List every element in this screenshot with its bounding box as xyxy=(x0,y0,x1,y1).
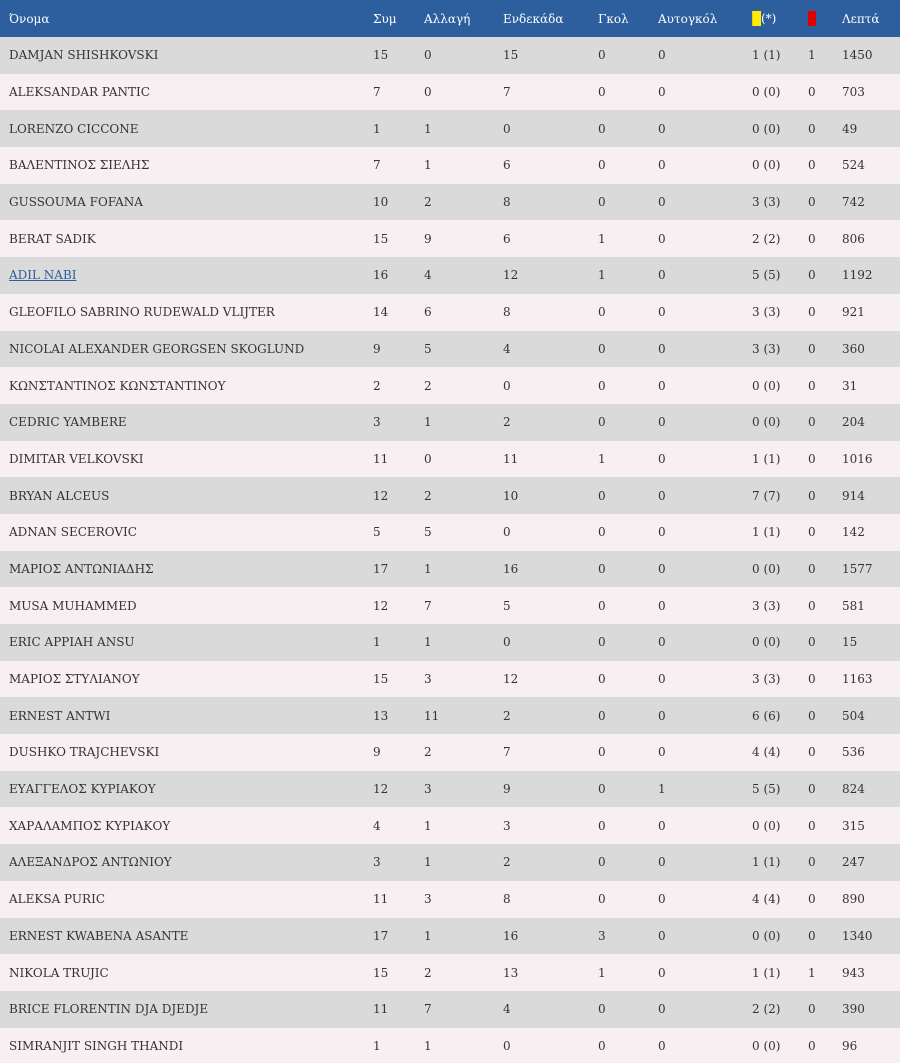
starts-cell: 8 xyxy=(503,305,511,320)
apps-cell: 5 xyxy=(373,525,381,540)
apps-cell: 13 xyxy=(373,708,389,723)
player-name-cell: ΜΑΡΙΟΣ ΣΤΥΛΙΑΝΟΥ xyxy=(9,672,140,687)
own-goals-cell: 0 xyxy=(658,892,666,907)
minutes-cell: 524 xyxy=(842,158,865,173)
apps-cell: 7 xyxy=(373,158,381,173)
yellow-cards-cell: 4 (4) xyxy=(752,892,781,907)
own-goals-cell: 0 xyxy=(658,928,666,943)
player-name-cell: GLEOFILO SABRINO RUDEWALD VLIJTER xyxy=(9,305,275,320)
header-starts[interactable]: Ενδεκάδα xyxy=(503,11,564,26)
player-name-cell: ΧΑΡΑΛΑΜΠΟΣ ΚΥΡΙΑΚΟΥ xyxy=(9,818,171,833)
starts-cell: 6 xyxy=(503,158,511,173)
goals-cell: 0 xyxy=(598,1038,606,1053)
starts-cell: 0 xyxy=(503,635,511,650)
sub-cell: 5 xyxy=(424,525,432,540)
sub-cell: 1 xyxy=(424,415,432,430)
goals-cell: 0 xyxy=(598,525,606,540)
player-name-cell: ΜΑΡΙΟΣ ΑΝΤΩΝΙΑΔΗΣ xyxy=(9,561,154,576)
yellow-cards-cell: 3 (3) xyxy=(752,598,781,613)
yellow-cards-cell: 1 (1) xyxy=(752,855,781,870)
starts-cell: 3 xyxy=(503,818,511,833)
table-row xyxy=(0,477,900,514)
sub-cell: 7 xyxy=(424,1002,432,1017)
goals-cell: 0 xyxy=(598,341,606,356)
table-row xyxy=(0,331,900,368)
apps-cell: 4 xyxy=(373,818,381,833)
own-goals-cell: 0 xyxy=(658,158,666,173)
table-row xyxy=(0,367,900,404)
own-goals-cell: 0 xyxy=(658,121,666,136)
minutes-cell: 31 xyxy=(842,378,858,393)
own-goals-cell: 0 xyxy=(658,745,666,760)
header-sub[interactable]: Αλλαγή xyxy=(424,11,471,26)
apps-cell: 10 xyxy=(373,195,389,210)
player-name-cell: ADNAN SECEROVIC xyxy=(9,525,137,540)
sub-cell: 5 xyxy=(424,341,432,356)
yellow-cards-cell: 3 (3) xyxy=(752,305,781,320)
own-goals-cell: 0 xyxy=(658,708,666,723)
player-name-cell: ERIC APPIAH ANSU xyxy=(9,635,135,650)
player-name-cell: ΒΑΛΕΝΤΙΝΟΣ ΣΙΕΛΗΣ xyxy=(9,158,150,173)
own-goals-cell: 0 xyxy=(658,855,666,870)
red-cards-cell: 0 xyxy=(808,745,816,760)
yellow-cards-cell: 1 (1) xyxy=(752,48,781,63)
apps-cell: 12 xyxy=(373,488,389,503)
sub-cell: 1 xyxy=(424,121,432,136)
own-goals-cell: 0 xyxy=(658,231,666,246)
yellow-cards-cell: 0 (0) xyxy=(752,928,781,943)
table-row xyxy=(0,551,900,588)
own-goals-cell: 0 xyxy=(658,1038,666,1053)
table-row xyxy=(0,294,900,331)
table-row xyxy=(0,661,900,698)
goals-cell: 0 xyxy=(598,158,606,173)
goals-cell: 0 xyxy=(598,598,606,613)
own-goals-cell: 0 xyxy=(658,341,666,356)
yellow-cards-cell: 1 (1) xyxy=(752,965,781,980)
minutes-cell: 204 xyxy=(842,415,865,430)
player-name-cell: BRICE FLORENTIN DJA DJEDJE xyxy=(9,1002,209,1017)
player-name-cell xyxy=(0,257,373,294)
red-cards-cell: 0 xyxy=(808,782,816,797)
minutes-cell: 536 xyxy=(842,745,865,760)
yellow-cards-cell: 3 (3) xyxy=(752,195,781,210)
apps-cell: 14 xyxy=(373,305,389,320)
red-cards-cell: 0 xyxy=(808,928,816,943)
goals-cell: 3 xyxy=(598,928,606,943)
player-name-cell: MUSA MUHAMMED xyxy=(9,598,137,613)
minutes-cell: 581 xyxy=(842,598,865,613)
apps-cell: 17 xyxy=(373,561,389,576)
minutes-cell: 96 xyxy=(842,1038,858,1053)
goals-cell: 0 xyxy=(598,635,606,650)
starts-cell: 0 xyxy=(503,525,511,540)
red-cards-cell: 0 xyxy=(808,598,816,613)
starts-cell: 8 xyxy=(503,195,511,210)
starts-cell: 12 xyxy=(503,672,519,687)
goals-cell: 0 xyxy=(598,1002,606,1017)
red-cards-cell: 0 xyxy=(808,451,816,466)
sub-cell: 6 xyxy=(424,305,432,320)
goals-cell: 0 xyxy=(598,378,606,393)
sub-cell: 1 xyxy=(424,855,432,870)
red-cards-cell: 0 xyxy=(808,85,816,100)
red-cards-cell: 0 xyxy=(808,892,816,907)
player-name-cell: NIKOLA TRUJIC xyxy=(9,965,109,980)
starts-cell: 15 xyxy=(503,48,519,63)
goals-cell: 0 xyxy=(598,415,606,430)
sub-cell: 1 xyxy=(424,158,432,173)
player-name-link[interactable]: ADIL NABI xyxy=(9,268,77,283)
yellow-cards-cell: 0 (0) xyxy=(752,635,781,650)
starts-cell: 7 xyxy=(503,85,511,100)
minutes-cell: 390 xyxy=(842,1002,865,1017)
goals-cell: 0 xyxy=(598,745,606,760)
starts-cell: 4 xyxy=(503,341,511,356)
minutes-cell: 15 xyxy=(842,635,858,650)
table-row xyxy=(0,844,900,881)
apps-cell: 15 xyxy=(373,48,389,63)
own-goals-cell: 0 xyxy=(658,305,666,320)
sub-cell: 9 xyxy=(424,231,432,246)
player-name-cell: BRYAN ALCEUS xyxy=(9,488,110,503)
own-goals-cell: 0 xyxy=(658,965,666,980)
starts-cell: 0 xyxy=(503,121,511,136)
sub-cell: 2 xyxy=(424,745,432,760)
goals-cell: 1 xyxy=(598,268,606,283)
apps-cell: 9 xyxy=(373,745,381,760)
minutes-cell: 315 xyxy=(842,818,865,833)
goals-cell: 0 xyxy=(598,195,606,210)
table-row xyxy=(0,918,900,955)
table-header-row xyxy=(0,0,900,37)
yellow-cards-cell: 5 (5) xyxy=(752,268,781,283)
sub-cell: 1 xyxy=(424,561,432,576)
minutes-cell: 1016 xyxy=(842,451,873,466)
red-cards-cell: 0 xyxy=(808,1002,816,1017)
red-cards-cell: 0 xyxy=(808,341,816,356)
starts-cell: 5 xyxy=(503,598,511,613)
table-row xyxy=(0,220,900,257)
header-own-goals[interactable]: Αυτογκόλ xyxy=(658,11,718,26)
sub-cell: 4 xyxy=(424,268,432,283)
sub-cell: 0 xyxy=(424,451,432,466)
minutes-cell: 504 xyxy=(842,708,865,723)
player-name-cell: ΕΥΑΓΓΕΛΟΣ ΚΥΡΙΑΚΟΥ xyxy=(9,782,156,797)
sub-cell: 2 xyxy=(424,488,432,503)
table-row xyxy=(0,807,900,844)
sub-cell: 2 xyxy=(424,965,432,980)
starts-cell: 0 xyxy=(503,378,511,393)
apps-cell: 11 xyxy=(373,451,389,466)
table-row xyxy=(0,147,900,184)
yellow-cards-cell: 3 (3) xyxy=(752,341,781,356)
table-row xyxy=(0,1028,900,1063)
red-cards-cell: 0 xyxy=(808,672,816,687)
starts-cell: 6 xyxy=(503,231,511,246)
sub-cell: 1 xyxy=(424,635,432,650)
player-name-cell: LORENZO CICCONE xyxy=(9,121,139,136)
minutes-cell: 1163 xyxy=(842,672,873,687)
starts-cell: 4 xyxy=(503,1002,511,1017)
player-name-cell: ΑΛΕΞΑΝΔΡΟΣ ΑΝΤΩΝΙΟΥ xyxy=(9,855,172,870)
minutes-cell: 142 xyxy=(842,525,865,540)
goals-cell: 0 xyxy=(598,672,606,687)
red-cards-cell: 1 xyxy=(808,48,816,63)
apps-cell: 1 xyxy=(373,1038,381,1053)
minutes-cell: 247 xyxy=(842,855,865,870)
yellow-cards-cell: 0 (0) xyxy=(752,818,781,833)
goals-cell: 0 xyxy=(598,305,606,320)
sub-cell: 0 xyxy=(424,48,432,63)
goals-cell: 0 xyxy=(598,48,606,63)
table-row xyxy=(0,991,900,1028)
minutes-cell: 806 xyxy=(842,231,865,246)
goals-cell: 0 xyxy=(598,85,606,100)
sub-cell: 11 xyxy=(424,708,440,723)
yellow-cards-cell: 0 (0) xyxy=(752,85,781,100)
table-row xyxy=(0,587,900,624)
own-goals-cell: 0 xyxy=(658,195,666,210)
red-cards-cell: 0 xyxy=(808,818,816,833)
table-row xyxy=(0,110,900,147)
player-name-cell: ΚΩΝΣΤΑΝΤΙΝΟΣ ΚΩΝΣΤΑΝΤΙΝΟΥ xyxy=(9,378,226,393)
yellow-card-icon xyxy=(752,11,761,26)
table-row xyxy=(0,734,900,771)
red-cards-cell: 0 xyxy=(808,525,816,540)
player-name-cell: DAMJAN SHISHKOVSKI xyxy=(9,48,159,63)
table-row xyxy=(0,441,900,478)
goals-cell: 0 xyxy=(598,855,606,870)
goals-cell: 1 xyxy=(598,231,606,246)
starts-cell: 8 xyxy=(503,892,511,907)
minutes-cell: 1192 xyxy=(842,268,873,283)
header-yellow-cards[interactable] xyxy=(752,0,808,37)
sub-cell: 2 xyxy=(424,195,432,210)
red-cards-cell: 0 xyxy=(808,268,816,283)
yellow-cards-cell: 4 (4) xyxy=(752,745,781,760)
table-row xyxy=(0,184,900,221)
own-goals-cell: 0 xyxy=(658,561,666,576)
goals-cell: 1 xyxy=(598,965,606,980)
yellow-cards-cell: 0 (0) xyxy=(752,378,781,393)
header-name[interactable]: Όνομα xyxy=(9,11,50,26)
starts-cell: 16 xyxy=(503,928,519,943)
own-goals-cell: 0 xyxy=(658,672,666,687)
yellow-cards-cell: 7 (7) xyxy=(752,488,781,503)
starts-cell: 2 xyxy=(503,855,511,870)
table-row xyxy=(0,74,900,111)
apps-cell: 1 xyxy=(373,121,381,136)
player-name-cell: ALEKSA PURIC xyxy=(9,892,105,907)
player-name-cell: CEDRIC YAMBERE xyxy=(9,415,127,430)
yellow-cards-cell: 0 (0) xyxy=(752,415,781,430)
sub-cell: 1 xyxy=(424,1038,432,1053)
table-row xyxy=(0,37,900,74)
own-goals-cell: 0 xyxy=(658,525,666,540)
player-name-cell: BERAT SADIK xyxy=(9,231,96,246)
red-cards-cell: 0 xyxy=(808,121,816,136)
own-goals-cell: 1 xyxy=(658,782,666,797)
goals-cell: 0 xyxy=(598,488,606,503)
red-card-icon xyxy=(808,11,816,26)
table-row xyxy=(0,257,900,294)
yellow-cards-cell: 0 (0) xyxy=(752,1038,781,1053)
minutes-cell: 921 xyxy=(842,305,865,320)
apps-cell: 12 xyxy=(373,598,389,613)
goals-cell: 0 xyxy=(598,818,606,833)
yellow-cards-cell: 3 (3) xyxy=(752,672,781,687)
player-name-cell: GUSSOUMA FOFANA xyxy=(9,195,143,210)
minutes-cell: 914 xyxy=(842,488,865,503)
player-name-cell: ERNEST ANTWI xyxy=(9,708,111,723)
goals-cell: 0 xyxy=(598,782,606,797)
table-row xyxy=(0,697,900,734)
goals-cell: 0 xyxy=(598,121,606,136)
starts-cell: 7 xyxy=(503,745,511,760)
yellow-cards-cell: 0 (0) xyxy=(752,121,781,136)
apps-cell: 7 xyxy=(373,85,381,100)
yellow-cards-cell: 0 (0) xyxy=(752,561,781,576)
red-cards-cell: 0 xyxy=(808,635,816,650)
minutes-cell: 1577 xyxy=(842,561,873,576)
header-minutes[interactable]: Λεπτά xyxy=(842,11,880,26)
minutes-cell: 1340 xyxy=(842,928,873,943)
own-goals-cell: 0 xyxy=(658,378,666,393)
minutes-cell: 742 xyxy=(842,195,865,210)
starts-cell: 2 xyxy=(503,415,511,430)
yellow-cards-cell: 2 (2) xyxy=(752,231,781,246)
apps-cell: 3 xyxy=(373,855,381,870)
minutes-cell: 890 xyxy=(842,892,865,907)
red-cards-cell: 0 xyxy=(808,305,816,320)
goals-cell: 0 xyxy=(598,892,606,907)
sub-cell: 0 xyxy=(424,85,432,100)
apps-cell: 17 xyxy=(373,928,389,943)
apps-cell: 11 xyxy=(373,892,389,907)
starts-cell: 10 xyxy=(503,488,519,503)
own-goals-cell: 0 xyxy=(658,451,666,466)
minutes-cell: 1450 xyxy=(842,48,873,63)
own-goals-cell: 0 xyxy=(658,635,666,650)
yellow-cards-cell: 2 (2) xyxy=(752,1002,781,1017)
yellow-cards-cell: 6 (6) xyxy=(752,708,781,723)
goals-cell: 1 xyxy=(598,451,606,466)
apps-cell: 9 xyxy=(373,341,381,356)
table-row xyxy=(0,954,900,991)
header-goals[interactable]: Γκολ xyxy=(598,11,629,26)
player-name-cell: ALEKSANDAR PANTIC xyxy=(9,85,150,100)
apps-cell: 15 xyxy=(373,672,389,687)
red-cards-cell: 0 xyxy=(808,561,816,576)
player-name-cell: DIMITAR VELKOVSKI xyxy=(9,451,144,466)
apps-cell: 15 xyxy=(373,965,389,980)
starts-cell: 2 xyxy=(503,708,511,723)
minutes-cell: 360 xyxy=(842,341,865,356)
starts-cell: 13 xyxy=(503,965,519,980)
starts-cell: 9 xyxy=(503,782,511,797)
player-name-cell: ERNEST KWABENA ASANTE xyxy=(9,928,189,943)
table-row xyxy=(0,771,900,808)
own-goals-cell: 0 xyxy=(658,818,666,833)
own-goals-cell: 0 xyxy=(658,268,666,283)
red-cards-cell: 1 xyxy=(808,965,816,980)
red-cards-cell: 0 xyxy=(808,855,816,870)
starts-cell: 11 xyxy=(503,451,519,466)
apps-cell: 12 xyxy=(373,782,389,797)
starts-cell: 16 xyxy=(503,561,519,576)
header-red-cards[interactable] xyxy=(808,0,842,37)
own-goals-cell: 0 xyxy=(658,488,666,503)
apps-cell: 1 xyxy=(373,635,381,650)
yellow-cards-cell: 1 (1) xyxy=(752,525,781,540)
sub-cell: 2 xyxy=(424,378,432,393)
yellow-cards-cell: 0 (0) xyxy=(752,158,781,173)
minutes-cell: 824 xyxy=(842,782,865,797)
table-row xyxy=(0,881,900,918)
minutes-cell: 49 xyxy=(842,121,858,136)
red-cards-cell: 0 xyxy=(808,378,816,393)
own-goals-cell: 0 xyxy=(658,85,666,100)
minutes-cell: 703 xyxy=(842,85,865,100)
own-goals-cell: 0 xyxy=(658,1002,666,1017)
goals-cell: 0 xyxy=(598,561,606,576)
red-cards-cell: 0 xyxy=(808,708,816,723)
apps-cell: 16 xyxy=(373,268,389,283)
apps-cell: 2 xyxy=(373,378,381,393)
red-cards-cell: 0 xyxy=(808,488,816,503)
apps-cell: 3 xyxy=(373,415,381,430)
yellow-cards-cell: 5 (5) xyxy=(752,782,781,797)
table-row xyxy=(0,404,900,441)
own-goals-cell: 0 xyxy=(658,598,666,613)
sub-cell: 1 xyxy=(424,928,432,943)
starts-cell: 0 xyxy=(503,1038,511,1053)
yellow-card-suffix: (*) xyxy=(761,11,777,26)
header-apps[interactable]: Συμ xyxy=(373,11,397,26)
table-row xyxy=(0,624,900,661)
minutes-cell: 943 xyxy=(842,965,865,980)
apps-cell: 15 xyxy=(373,231,389,246)
own-goals-cell: 0 xyxy=(658,48,666,63)
sub-cell: 1 xyxy=(424,818,432,833)
yellow-cards-cell: 1 (1) xyxy=(752,451,781,466)
apps-cell: 11 xyxy=(373,1002,389,1017)
sub-cell: 7 xyxy=(424,598,432,613)
own-goals-cell: 0 xyxy=(658,415,666,430)
goals-cell: 0 xyxy=(598,708,606,723)
starts-cell: 12 xyxy=(503,268,519,283)
player-name-cell: SIMRANJIT SINGH THANDI xyxy=(9,1038,184,1053)
player-name-cell: DUSHKO TRAJCHEVSKI xyxy=(9,745,160,760)
red-cards-cell: 0 xyxy=(808,231,816,246)
red-cards-cell: 0 xyxy=(808,415,816,430)
player-name-cell: NICOLAI ALEXANDER GEORGSEN SKOGLUND xyxy=(9,341,305,356)
sub-cell: 3 xyxy=(424,782,432,797)
red-cards-cell: 0 xyxy=(808,1038,816,1053)
red-cards-cell: 0 xyxy=(808,195,816,210)
sub-cell: 3 xyxy=(424,892,432,907)
red-cards-cell: 0 xyxy=(808,158,816,173)
table-row xyxy=(0,514,900,551)
sub-cell: 3 xyxy=(424,672,432,687)
